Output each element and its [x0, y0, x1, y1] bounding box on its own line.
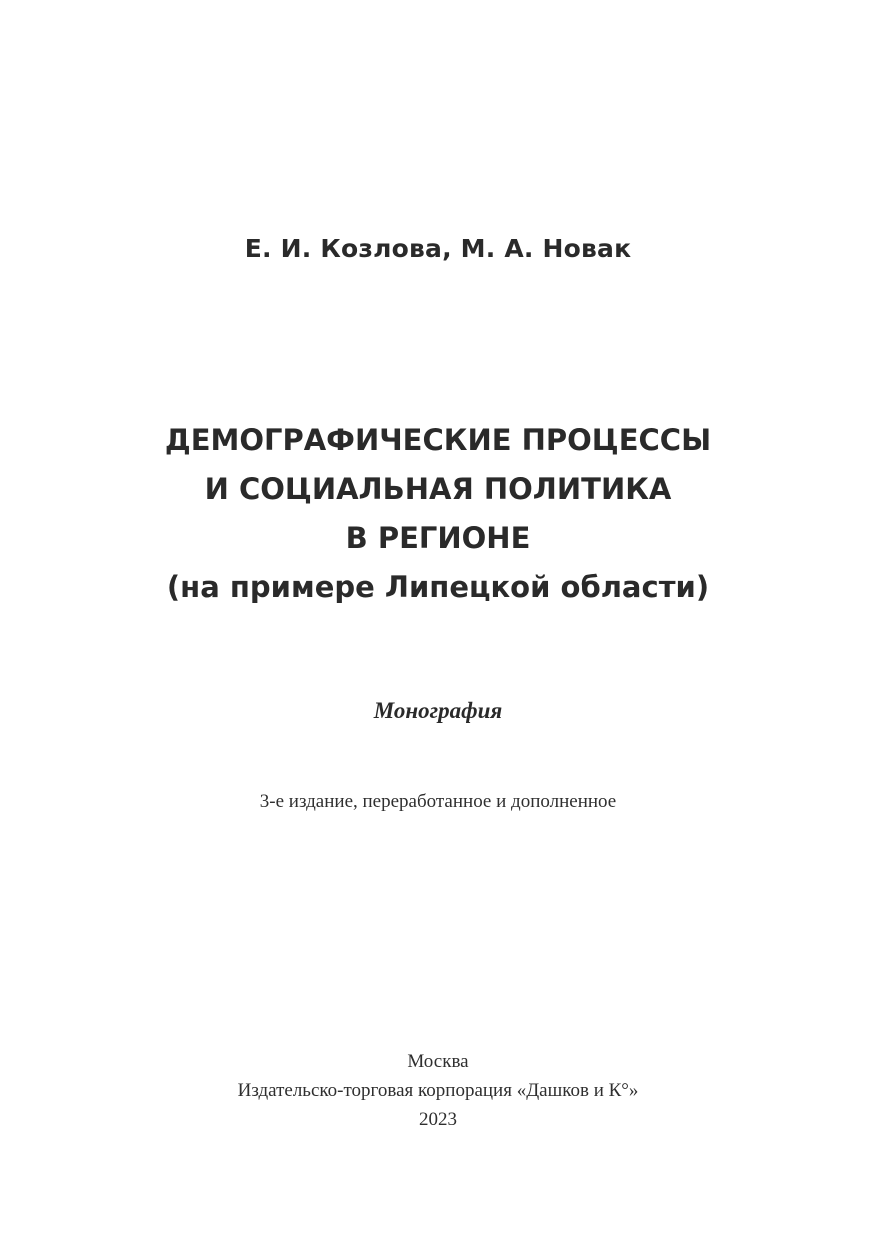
imprint	[0, 1047, 876, 1134]
imprint-publisher: Издательско-торговая корпорация «Дашков и К°»	[237, 1080, 639, 1101]
imprint-city: Москва	[407, 1051, 469, 1072]
book-title-line-2: И СОЦИАЛЬНАЯ ПОЛИТИКА	[204, 472, 672, 506]
imprint-year: 2023	[419, 1109, 457, 1130]
book-title-line-1: ДЕМОГРАФИЧЕСКИЕ ПРОЦЕССЫ	[164, 423, 712, 457]
authors: Е. И. Козлова, М. А. Новак	[244, 234, 632, 263]
book-title-line-3: В РЕГИОНЕ	[345, 521, 531, 555]
book-title	[0, 416, 876, 612]
genre-label: Монография	[373, 698, 503, 723]
book-subtitle: (на примере Липецкой области)	[166, 570, 710, 604]
edition-note: 3-е издание, переработанное и дополненное	[259, 791, 617, 812]
